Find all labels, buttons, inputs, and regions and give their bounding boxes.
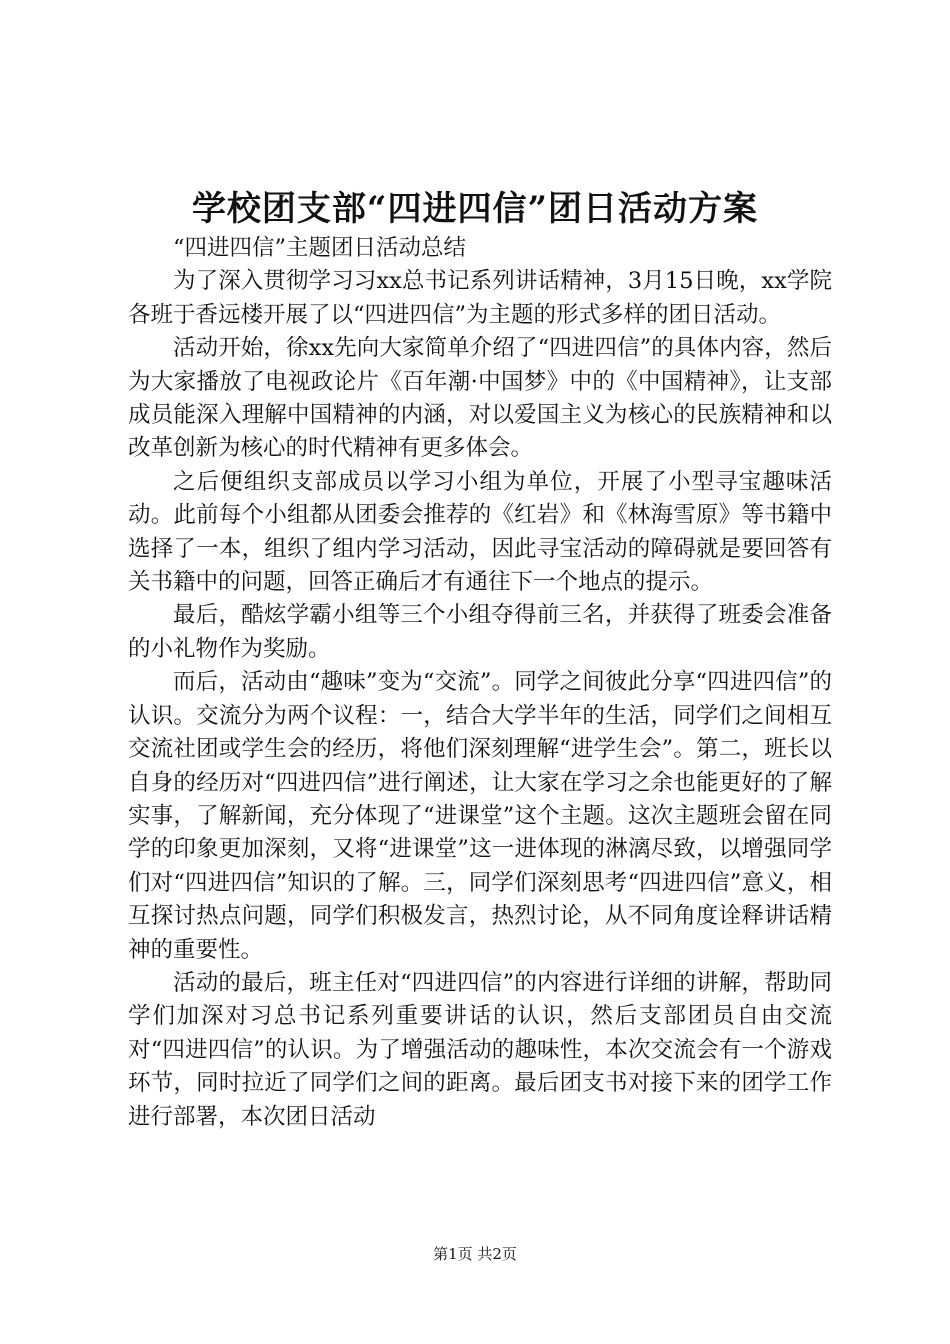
paragraph-intro: 为了深入贯彻学习习xx总书记系列讲话精神，3月15日晚，xx学院各班于香远楼开展了以“四进四信”为主题的形式多样的团日活动。 [128, 268, 832, 328]
document-title: 学校团支部“四进四信”团日活动方案 [191, 189, 759, 229]
paragraph-results: 最后，酷炫学霸小组等三个小组夺得前三名，并获得了班委会准备的小礼物作为奖励。 [128, 602, 832, 662]
document-body [128, 232, 832, 1134]
paragraph-treasure-hunt: 之后便组织支部成员以学习小组为单位，开展了小型寻宝趣味活动。此前每个小组都从团委会推荐的《红岩》和《林海雪原》等书籍中选择了一本，组织了组内学习活动，因此寻宝活动的障碍就是要回答有关书籍中的问题，回答正确后才有通往下一个地点的提示。 [128, 468, 832, 596]
paragraph-exchange: 而后，活动由“趣味”变为“交流”。同学之间彼此分享“四进四信”的认识。交流分为两个议程：一，结合大学半年的生活，同学们之间相互交流社团或学生会的经历，将他们深刻理解“进学生会”。第二，班长以自身的经历对“四进四信”进行阐述，让大家在学习之余也能更好的了解实事，了解新闻，充分体现了“进课堂”这个主题。这次主题班会留在同学的印象更加深刻，又将“进课堂”这一进体现的淋漓尽致，以增强同学们对“四进四信”知识的了解。三，同学们深刻思考“四进四信”意义，相互探讨热点问题，同学们积极发言，热烈讨论，从不同角度诠释讲话精神的重要性。 [128, 669, 832, 963]
paragraph-conclusion: 活动的最后，班主任对“四进四信”的内容进行详细的讲解，帮助同学们加深对习总书记系列重要讲话的认识，然后支部团员自由交流对“四进四信”的认识。为了增强活动的趣味性，本次交流会有一个游戏环节，同时拉近了同学们之间的距离。最后团支书对接下来的团学工作进行部署，本次团日活动 [128, 969, 832, 1130]
paragraph-subtitle: “四进四信”主题团日活动总结 [173, 235, 467, 261]
page-footer: 第1页 共2页 [433, 1245, 517, 1263]
paragraph-activity-start: 活动开始，徐xx先向大家简单介绍了“四进四信”的具体内容，然后为大家播放了电视政论片《百年潮·中国梦》中的《中国精神》，让支部成员能深入理解中国精神的内涵，对以爱国主义为核心的民族精神和以改革创新为核心的时代精神有更多体会。 [128, 335, 832, 462]
